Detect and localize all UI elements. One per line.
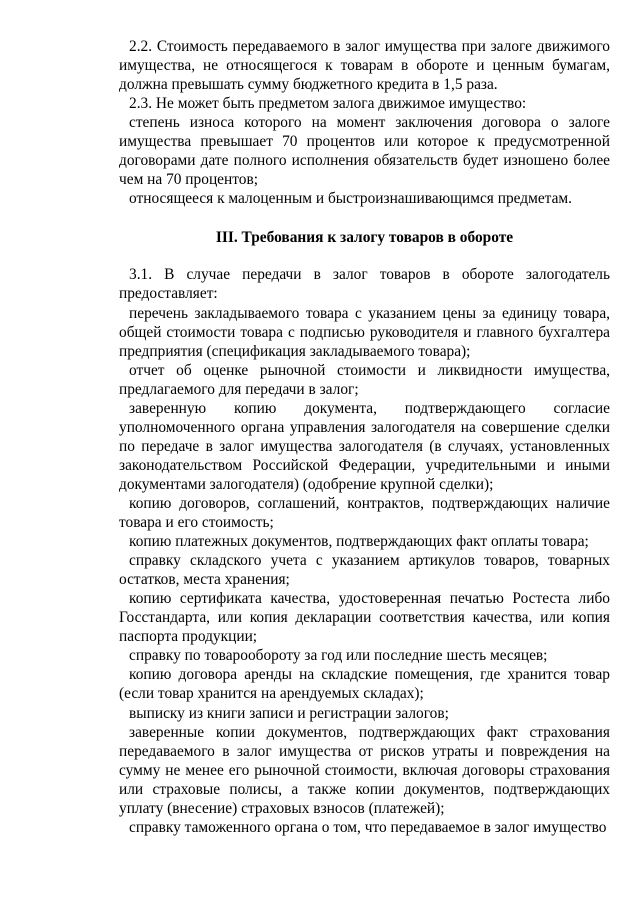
list-item-quality-certificate: копию сертификата качества, удостоверенная печатью Ростеста либо Госстандарта, или копия декларации соответствия качества, или копия паспорта продукции; <box>119 590 610 646</box>
paragraph-3-1: 3.1. В случае передачи в залог товаров в обороте залогодатель предоставляет: <box>119 266 610 303</box>
list-item-warehouse-certificate: справку складского учета с указанием артикулов товаров, товарных остатков, места хранения; <box>119 552 610 589</box>
list-item-contracts-copy: копию договоров, соглашений, контрактов, подтверждающих наличие товара и его стоимость; <box>119 494 610 532</box>
list-item-payment-docs: копию платежных документов, подтверждающих факт оплаты товара; <box>129 533 589 551</box>
document-text <box>119 37 610 837</box>
list-item-insurance-docs: заверенные копии документов, подтверждающих факт страхования передаваемого в залог имущества от рисков утраты и повреждения на сумму не менее его рыночной стоимости, включая договоры страхования или страховые полисы, а также копии документов, подтверждающих уплату (внесение) страховых взносов (платежей); <box>119 723 610 817</box>
paragraph-low-value-items: относящееся к малоценным и быстроизнашивающимся предметам. <box>129 190 572 208</box>
section-heading: III. Требования к залогу товаров в обороте <box>215 229 514 247</box>
paragraph-2-2: 2.2. Стоимость передаваемого в залог имущества при залоге движимого имущества, не относящегося к товарам в обороте и ценным бумагам, должна превышать сумму бюджетного кредита в 1,5 раза. <box>119 38 610 94</box>
list-item-customs-certificate: справку таможенного органа о том, что передаваемое в залог имущество <box>129 818 607 836</box>
list-item-turnover-certificate: справку по товарообороту за год или последние шесть месяцев; <box>129 647 548 665</box>
list-item-pledge-register: выписку из книги записи и регистрации залогов; <box>129 704 449 722</box>
list-item-valuation-report: отчет об оценке рыночной стоимости и ликвидности имущества, предлагаемого для передачи в залог; <box>119 361 610 398</box>
list-item-lease-contract: копию договора аренды на складские помещения, где хранится товар (если товар хранится на арендуемых складах); <box>119 666 610 703</box>
paragraph-wear-condition: степень износа которого на момент заключения договора о залоге имущества превышает 70 процентов или которое к предусмотренной договорами дате полного исполнения обязательств будет изношено более чем на 70 процентов; <box>119 114 610 189</box>
paragraph-2-3: 2.3. Не может быть предметом залога движимое имущество: <box>129 95 527 113</box>
list-item-goods-list: перечень закладываемого товара с указанием цены за единицу товара, общей стоимости товара с подписью руководителя и главного бухгалтера предприятия (спецификация закладываемого товара); <box>119 304 610 360</box>
list-item-approval-copy: заверенную копию документа, подтверждающего согласие уполномоченного органа управления залогодателя на совершение сделки по передаче в залог имущества залогодателя (в случаях, установленных законодательством Российской Федерации, учредительными и иными документами залогодателя) (одобрение крупной сделки); <box>119 399 610 493</box>
